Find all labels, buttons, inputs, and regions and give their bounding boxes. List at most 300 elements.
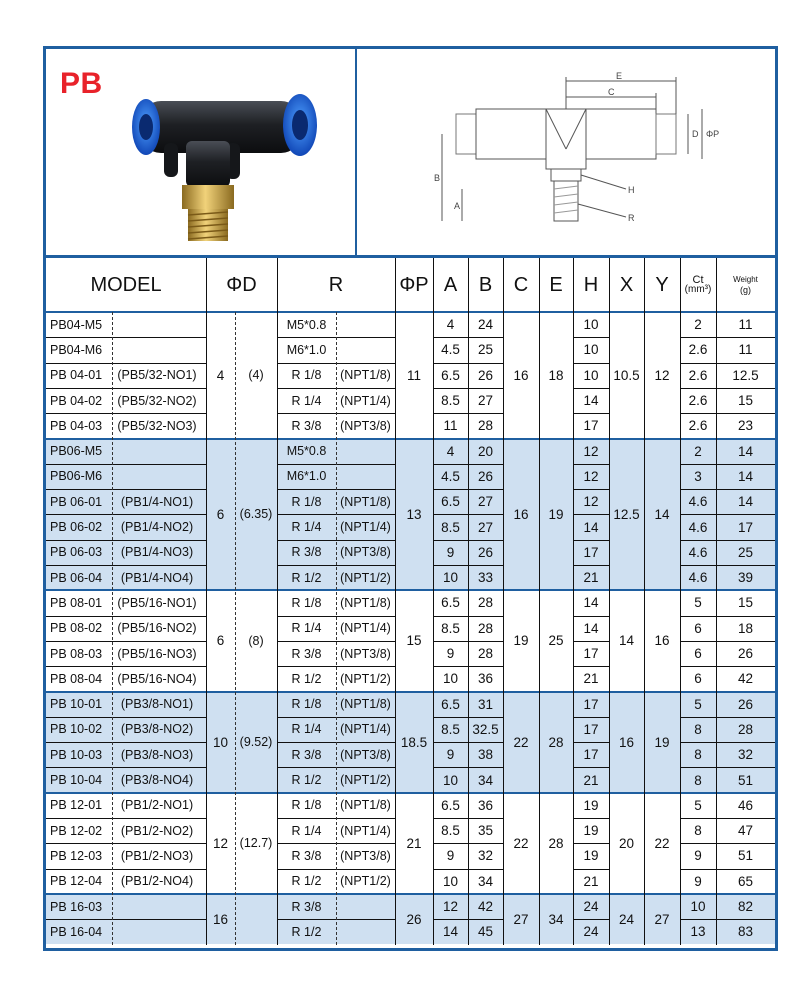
- od-value: 6: [216, 506, 225, 522]
- row-rule: [680, 843, 775, 844]
- b-cell: 26: [477, 367, 494, 383]
- svg-text:B: B: [434, 173, 441, 183]
- col-header-weight: [716, 258, 775, 312]
- weight-cell: 14: [737, 468, 754, 484]
- row-rule: [680, 742, 775, 743]
- h-cell: 10: [583, 367, 599, 383]
- thread-cell: R 1/2: [291, 874, 322, 889]
- thread-cell: R 1/2: [291, 671, 322, 686]
- row-rule: [680, 388, 775, 389]
- e-value: 28: [548, 835, 564, 851]
- row-rule: [573, 514, 609, 515]
- h-cell: 21: [583, 671, 599, 687]
- ct-cell: 8: [694, 772, 702, 788]
- b-cell: 32: [477, 848, 494, 864]
- thread-cell: R 1/8: [291, 494, 322, 509]
- npt-cell: (NPT3/8): [340, 646, 391, 661]
- ct-cell: 8: [694, 747, 702, 763]
- b-cell: 33: [477, 570, 494, 586]
- row-rule: [680, 818, 775, 819]
- row-rule: [46, 540, 206, 541]
- alt-model-cell: (PB1/2-NO4): [120, 874, 194, 889]
- h-cell: 17: [583, 696, 599, 712]
- od-inch-value: (12.7): [239, 836, 273, 851]
- ct-cell: 2.6: [688, 418, 708, 434]
- x-value: 12.5: [613, 506, 640, 522]
- npt-cell: (NPT1/4): [340, 621, 391, 636]
- thread-cell: R 1/4: [291, 621, 322, 636]
- model-cell: PB 04-02: [50, 393, 103, 408]
- y-value: 27: [654, 911, 670, 927]
- row-rule: [46, 666, 206, 667]
- h-cell: 17: [583, 544, 599, 560]
- spec-sheet-frame: [43, 46, 778, 951]
- row-rule: [680, 869, 775, 870]
- row-rule: [46, 337, 206, 338]
- b-cell: 38: [477, 747, 494, 763]
- alt-model-cell: (PB1/2-NO2): [120, 823, 194, 838]
- b-cell: 28: [477, 646, 494, 662]
- e-value: 19: [548, 506, 564, 522]
- model-cell: PB 16-04: [50, 924, 103, 939]
- a-cell: 8.5: [441, 823, 460, 839]
- row-rule: [680, 641, 775, 642]
- spec-table: [46, 258, 775, 948]
- col-rule: [644, 258, 645, 945]
- od-inch-value: (4): [248, 368, 264, 383]
- b-cell: 26: [477, 468, 494, 484]
- col-rule: [503, 258, 504, 945]
- svg-text:ΦP: ΦP: [706, 129, 720, 139]
- model-cell: PB 16-03: [50, 899, 103, 914]
- weight-cell: 15: [737, 595, 754, 611]
- row-rule: [573, 641, 609, 642]
- c-value: 16: [513, 367, 529, 383]
- model-cell: PB 08-02: [50, 621, 103, 636]
- model-cell: PB 10-04: [50, 773, 103, 788]
- col-rule: [433, 258, 434, 945]
- x-value: 20: [618, 835, 635, 851]
- col-header-e: E: [549, 273, 563, 296]
- h-cell: 14: [583, 393, 599, 409]
- weight-cell: 11: [738, 342, 753, 358]
- a-cell: 10: [442, 671, 459, 687]
- ct-cell: 3: [694, 468, 702, 484]
- c-value: 16: [513, 506, 529, 522]
- npt-cell: (NPT1/2): [340, 773, 391, 788]
- row-rule: [573, 489, 609, 490]
- dimension-drawing: [426, 69, 726, 239]
- npt-cell: (NPT1/4): [340, 722, 391, 737]
- op-value: 21: [406, 835, 422, 851]
- h-cell: 10: [583, 342, 599, 358]
- row-rule: [680, 540, 775, 541]
- alt-model-cell: (PB5/32-NO3): [117, 418, 197, 433]
- a-cell: 9: [446, 747, 455, 763]
- model-cell: PB 06-04: [50, 570, 103, 585]
- h-cell: 17: [583, 646, 599, 662]
- thread-cell: R 3/8: [291, 747, 322, 762]
- ct-cell: 9: [694, 848, 702, 864]
- model-cell: PB 08-04: [50, 671, 103, 686]
- a-cell: 9: [446, 646, 455, 662]
- weight-cell: 15: [737, 393, 754, 409]
- col-rule: [539, 258, 540, 945]
- h-cell: 12: [583, 443, 599, 459]
- od-inch-value: (9.52): [239, 735, 273, 750]
- ct-cell: 5: [694, 797, 702, 813]
- weight-label: Weight: [733, 275, 758, 284]
- a-cell: 14: [442, 924, 459, 940]
- row-rule: [573, 565, 609, 566]
- row-rule: [680, 489, 775, 490]
- h-cell: 12: [583, 494, 599, 510]
- ct-cell: 5: [694, 696, 702, 712]
- alt-model-cell: (PB3/8-NO2): [120, 722, 194, 737]
- npt-cell: (NPT3/8): [340, 418, 391, 433]
- weight-cell: 46: [737, 797, 754, 813]
- weight-cell: 18: [737, 620, 754, 636]
- c-value: 27: [513, 911, 529, 927]
- npt-cell: (NPT1/4): [340, 520, 391, 535]
- y-value: 19: [654, 734, 670, 750]
- weight-cell: 25: [737, 544, 754, 560]
- ct-unit: (mm³): [684, 284, 712, 295]
- b-cell: 28: [477, 620, 494, 636]
- weight-cell: 28: [737, 721, 754, 737]
- alt-model-cell: (PB5/16-NO4): [117, 671, 197, 686]
- a-cell: 4.5: [441, 468, 460, 484]
- y-value: 16: [654, 633, 670, 649]
- weight-cell: 14: [737, 443, 754, 459]
- npt-cell: (NPT3/8): [340, 747, 391, 762]
- od-value: 10: [212, 734, 229, 750]
- row-rule: [680, 413, 775, 414]
- col-rule: [573, 258, 574, 945]
- model-cell: PB 12-04: [50, 874, 103, 889]
- npt-cell: (NPT1/8): [340, 595, 391, 610]
- h-cell: 21: [583, 772, 599, 788]
- a-cell: 4: [446, 443, 455, 459]
- ct-cell: 4.6: [688, 544, 708, 560]
- row-rule: [680, 337, 775, 338]
- weight-cell: 39: [737, 570, 754, 586]
- e-value: 28: [548, 734, 564, 750]
- x-value: 24: [618, 911, 635, 927]
- ct-cell: 13: [690, 924, 706, 940]
- npt-cell: (NPT3/8): [340, 545, 391, 560]
- row-rule: [46, 616, 206, 617]
- npt-cell: (NPT1/2): [340, 570, 391, 585]
- e-value: 34: [548, 911, 564, 927]
- weight-unit: (g): [740, 285, 751, 295]
- op-value: 26: [406, 911, 422, 927]
- npt-cell: (NPT1/8): [340, 697, 391, 712]
- row-rule: [680, 363, 775, 364]
- a-cell: 6.5: [441, 367, 460, 383]
- h-cell: 14: [583, 620, 599, 636]
- h-cell: 19: [583, 848, 599, 864]
- e-value: 18: [548, 367, 564, 383]
- col-subrule: [336, 312, 337, 945]
- row-rule: [46, 919, 206, 920]
- alt-model-cell: (PB5/32-NO2): [117, 393, 197, 408]
- b-cell: 36: [477, 671, 494, 687]
- row-rule: [46, 717, 206, 718]
- b-cell: 25: [477, 342, 494, 358]
- b-cell: 20: [477, 443, 494, 459]
- ct-cell: 4.6: [688, 570, 708, 586]
- row-rule: [680, 514, 775, 515]
- row-rule: [573, 843, 609, 844]
- ct-cell: 6: [694, 620, 702, 636]
- h-cell: 12: [583, 468, 599, 484]
- ct-label: Ct: [692, 274, 704, 286]
- model-cell: PB 10-02: [50, 722, 103, 737]
- ct-cell: 2.6: [688, 393, 708, 409]
- row-rule: [573, 869, 609, 870]
- row-rule: [46, 464, 206, 465]
- c-value: 22: [513, 835, 529, 851]
- thread-cell: R 1/8: [291, 798, 322, 813]
- row-rule: [573, 742, 609, 743]
- weight-cell: 42: [737, 671, 754, 687]
- h-cell: 21: [583, 873, 599, 889]
- a-cell: 6.5: [441, 494, 460, 510]
- h-cell: 21: [583, 570, 599, 586]
- b-cell: 34: [477, 873, 494, 889]
- a-cell: 11: [443, 418, 458, 434]
- alt-model-cell: (PB3/8-NO4): [120, 773, 194, 788]
- col-rule: [277, 258, 278, 945]
- row-rule: [573, 388, 609, 389]
- svg-text:C: C: [608, 87, 615, 97]
- weight-cell: 51: [737, 772, 754, 788]
- col-rule: [395, 258, 396, 945]
- b-cell: 31: [477, 696, 494, 712]
- col-rule: [609, 258, 610, 945]
- thread-cell: R 1/4: [291, 520, 322, 535]
- ct-cell: 2: [694, 443, 702, 459]
- npt-cell: (NPT1/8): [340, 798, 391, 813]
- row-rule: [573, 413, 609, 414]
- thread-cell: R 1/4: [291, 722, 322, 737]
- b-cell: 36: [477, 797, 494, 813]
- alt-model-cell: (PB5/16-NO2): [117, 621, 197, 636]
- a-cell: 6.5: [441, 595, 460, 611]
- row-rule: [573, 767, 609, 768]
- col-subrule: [235, 312, 236, 945]
- row-rule: [573, 717, 609, 718]
- npt-cell: (NPT1/2): [340, 874, 391, 889]
- od-inch-value: (8): [248, 633, 264, 648]
- thread-cell: R 3/8: [291, 545, 322, 560]
- e-value: 25: [548, 633, 564, 649]
- row-rule: [680, 717, 775, 718]
- h-cell: 19: [583, 797, 599, 813]
- b-cell: 35: [477, 823, 494, 839]
- row-rule: [680, 464, 775, 465]
- b-cell: 24: [477, 317, 494, 333]
- od-inch-value: (6.35): [239, 507, 273, 522]
- y-value: 22: [654, 835, 670, 851]
- od-value: 4: [216, 367, 225, 383]
- row-rule: [680, 616, 775, 617]
- weight-cell: 51: [737, 848, 754, 864]
- model-cell: PB 12-01: [50, 798, 103, 813]
- thread-cell: R 1/8: [291, 595, 322, 610]
- row-rule: [46, 843, 206, 844]
- col-header-y: Y: [655, 273, 669, 296]
- h-cell: 24: [583, 924, 599, 940]
- col-header-h: H: [583, 273, 599, 296]
- x-value: 10.5: [613, 367, 640, 383]
- ct-cell: 6: [694, 671, 702, 687]
- thread-cell: M6*1.0: [286, 469, 327, 484]
- a-cell: 10: [442, 772, 459, 788]
- row-rule: [46, 514, 206, 515]
- col-rule: [206, 258, 207, 945]
- thread-cell: R 1/4: [291, 393, 322, 408]
- thread-cell: R 1/2: [291, 570, 322, 585]
- col-header-b: B: [478, 273, 493, 296]
- a-cell: 8.5: [441, 519, 460, 535]
- y-value: 12: [654, 367, 670, 383]
- alt-model-cell: (PB1/2-NO1): [120, 798, 194, 813]
- alt-model-cell: (PB1/4-NO2): [120, 520, 194, 535]
- a-cell: 6.5: [441, 696, 460, 712]
- b-cell: 26: [477, 544, 494, 560]
- row-rule: [573, 363, 609, 364]
- alt-model-cell: (PB3/8-NO1): [120, 697, 194, 712]
- brand-label: PB: [60, 67, 103, 100]
- model-cell: PB04-M5: [50, 317, 103, 332]
- h-cell: 17: [583, 747, 599, 763]
- ct-cell: 8: [694, 721, 702, 737]
- ct-cell: 8: [694, 823, 702, 839]
- weight-cell: 47: [737, 823, 754, 839]
- h-cell: 17: [583, 721, 599, 737]
- alt-model-cell: (PB3/8-NO3): [120, 747, 194, 762]
- weight-cell: 83: [737, 924, 754, 940]
- thread-cell: R 1/4: [291, 823, 322, 838]
- thread-cell: M5*0.8: [286, 317, 327, 332]
- row-rule: [573, 919, 609, 920]
- model-cell: PB 06-01: [50, 494, 103, 509]
- col-subrule: [112, 312, 113, 945]
- npt-cell: (NPT1/2): [340, 671, 391, 686]
- b-cell: 32.5: [472, 721, 499, 737]
- c-value: 22: [513, 734, 529, 750]
- h-cell: 24: [583, 899, 599, 915]
- weight-cell: 12.5: [732, 367, 759, 383]
- ct-cell: 4.6: [688, 519, 708, 535]
- od-value: 12: [212, 835, 229, 851]
- b-cell: 27: [477, 519, 494, 535]
- npt-cell: (NPT1/4): [340, 823, 391, 838]
- a-cell: 6.5: [441, 797, 460, 813]
- row-rule: [46, 869, 206, 870]
- alt-model-cell: (PB5/32-NO1): [117, 368, 197, 383]
- a-cell: 8.5: [441, 620, 460, 636]
- a-cell: 9: [446, 848, 455, 864]
- npt-cell: (NPT1/8): [340, 368, 391, 383]
- op-value: 15: [406, 633, 422, 649]
- col-header-ct: [680, 258, 716, 312]
- a-cell: 8.5: [441, 721, 460, 737]
- ct-cell: 9: [694, 873, 702, 889]
- col-rule: [680, 258, 681, 945]
- col-rule: [716, 258, 717, 945]
- model-cell: PB 06-03: [50, 545, 103, 560]
- b-cell: 34: [477, 772, 494, 788]
- col-header-model: MODEL: [90, 273, 162, 296]
- svg-text:E: E: [616, 71, 623, 81]
- a-cell: 12: [442, 899, 459, 915]
- row-rule: [573, 464, 609, 465]
- b-cell: 28: [477, 418, 494, 434]
- model-cell: PB 06-02: [50, 520, 103, 535]
- h-cell: 17: [583, 418, 599, 434]
- row-rule: [46, 388, 206, 389]
- alt-model-cell: (PB1/4-NO1): [120, 494, 194, 509]
- thread-cell: R 1/2: [291, 773, 322, 788]
- svg-text:H: H: [628, 185, 635, 195]
- a-cell: 10: [442, 873, 459, 889]
- alt-model-cell: (PB5/16-NO3): [117, 646, 197, 661]
- model-cell: PB 10-01: [50, 697, 103, 712]
- od-value: 16: [212, 911, 229, 927]
- col-rule: [468, 258, 469, 945]
- thread-cell: R 1/2: [291, 924, 322, 939]
- weight-cell: 14: [737, 494, 754, 510]
- weight-cell: 32: [737, 747, 754, 763]
- model-cell: PB 12-02: [50, 823, 103, 838]
- model-cell: PB06-M5: [50, 444, 103, 459]
- a-cell: 9: [446, 544, 455, 560]
- header-divider: [355, 49, 357, 255]
- row-rule: [46, 742, 206, 743]
- thread-cell: R 3/8: [291, 848, 322, 863]
- ct-cell: 5: [694, 595, 702, 611]
- ct-cell: 10: [690, 899, 706, 915]
- model-cell: PB 04-03: [50, 418, 103, 433]
- weight-cell: 26: [737, 696, 754, 712]
- alt-model-cell: (PB1/4-NO4): [120, 570, 194, 585]
- col-header-a: A: [443, 273, 458, 296]
- model-cell: PB 10-03: [50, 747, 103, 762]
- col-header-x: X: [619, 273, 634, 296]
- col-header-op: ΦP: [399, 273, 429, 296]
- row-rule: [573, 337, 609, 338]
- col-header-r: R: [328, 273, 344, 296]
- h-cell: 10: [583, 317, 599, 333]
- ct-cell: 2: [694, 317, 702, 333]
- row-rule: [46, 641, 206, 642]
- row-rule: [573, 818, 609, 819]
- svg-text:D: D: [692, 129, 699, 139]
- svg-text:R: R: [628, 213, 635, 223]
- col-header-c: C: [513, 273, 529, 296]
- ct-cell: 2.6: [688, 367, 708, 383]
- ct-cell: 6: [694, 646, 702, 662]
- b-cell: 27: [477, 393, 494, 409]
- header-panel: [46, 49, 775, 258]
- op-value: 11: [406, 367, 421, 383]
- b-cell: 42: [477, 899, 494, 915]
- row-rule: [680, 565, 775, 566]
- x-value: 14: [618, 633, 635, 649]
